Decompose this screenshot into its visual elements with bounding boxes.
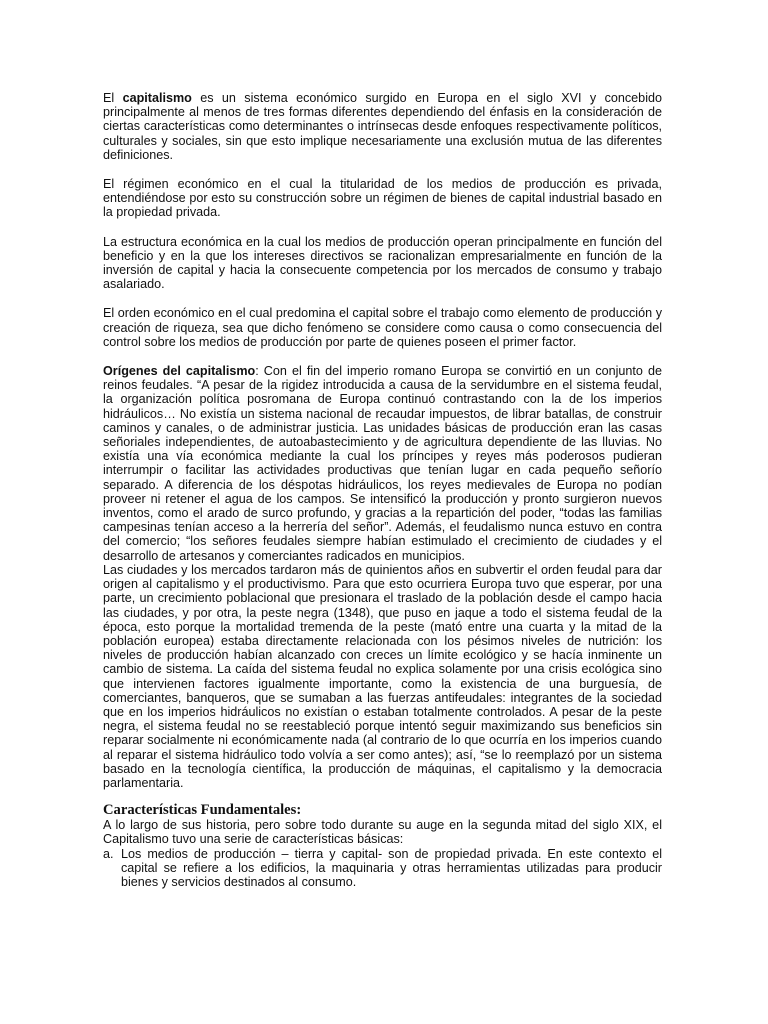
paragraph-text: : Con el fin del imperio romano Europa se convirtió en un conjunto de reinos feudales. “A pesar de la rigidez introducida a causa de la servidumbre en el sistema feudal, la organización política posromana de Europa continuó contrastando con la de los imperios hidráulicos… No existía un sistema nacional de recaudar impuestos, de librar batallas, de construir caminos y canales, o de administrar justicia. Las unidades básicas de producción eran las casas señoriales independientes, de autoabastecimiento y de agricultura dependiente de las lluvias. No existía una vía económica mediante la cual los príncipes y reyes más poderosos pudieran interrumpir o facilitar las actividades productivas que tenían lugar en cada pequeño señorío separado. A diferencia de los déspotas hidráulicos, los reyes medievales de Europa no podían proveer ni retener el agua de los campos. Se intensificó la producción y pronto surgieron nuevos inventos, como el arado de surco profundo, y gracias a la repartición del poder, “todas las familias campesinas tenían acceso a la herrería del señor”. Además, el feudalismo nunca estuvo en contra del comercio; “los señores feudales siempre habían estimulado el crecimiento de ciudades y el desarrollo de artesanos y comerciantes radicados en municipios. [103,364,663,563]
list-item [103,847,662,890]
characteristics-list [103,847,662,890]
paragraph-estructura: La estructura económica en la cual los medios de producción operan principalmente en función del beneficio y en la que los intereses directivos se racionalizan empresarialmente en función de la inversión de capital y hacia la consecuente competencia por los mercados de consumo y trabajo asalariado. [103,234,662,292]
list-item-text: Los medios de producción – tierra y capital- son de propiedad privada. En este contexto el capital se refiere a los edificios, la maquinaria y otras herramientas utilizadas para producir bienes y servicios destinados al consumo. [121,846,662,889]
paragraph-intro: A lo largo de sus historia, pero sobre todo durante su auge en la segunda mitad del siglo XIX, el Capitalismo tuvo una serie de características básicas: [103,818,662,847]
paragraph-definition [103,91,662,162]
paragraph-lead: El [103,91,123,105]
paragraph-text: es un sistema económico surgido en Europa en el siglo XVI y concebido principalmente al menos de tres formas diferentes dependiendo del énfasis en la consideración de ciertas características como determinantes o intrínsecas desde enfoques respectivamente políticos, culturales y sociales, sin que esto implique necesariamente una exclusión mutua de las diferentes definiciones. [103,91,662,162]
list-marker: a. [103,846,114,861]
document-page [103,91,662,889]
paragraph-regimen: El régimen económico en el cual la titularidad de los medios de producción es privada, entendiéndose por esto su construcción sobre un régimen de bienes de capital industrial basado en la propiedad privada. [103,177,662,220]
section-label-origenes: Orígenes del capitalismo [103,364,256,379]
term-capitalismo: capitalismo [122,91,192,105]
paragraph-origenes [103,364,662,563]
paragraph-orden: El orden económico en el cual predomina el capital sobre el trabajo como elemento de producción y creación de riqueza, sea que dicho fenómeno se considere como causa o como consecuencia del control sobre los medios de producción por parte de quienes poseen el primer factor. [103,306,662,349]
section-heading: Características Fundamentales: [103,802,302,819]
paragraph-ciudades: Las ciudades y los mercados tardaron más de quinientos años en subvertir el orden feudal para dar origen al capitalismo y el productivismo. Para que esto ocurriera Europa tuvo que esperar, por una parte, un crecimiento poblacional que presionara el traslado de la población desde el campo hacia las ciudades, y por otra, la peste negra (1348), que puso en jaque a todo el sistema feudal de la época, esto porque la mortalidad tremenda de la peste (mató entre una cuarta y la mitad de la población europea) estaba directamente relacionada con los pésimos niveles de nutrición: los niveles de producción habían alcanzado con creces un límite ecológico y se hacía inminente un cambio de sistema. La caída del sistema feudal no explica solamente por una crisis ecológica sino que intervienen factores igualmente importante, como la existencia de una burguesía, de comerciantes, banqueros, que se sumaban a las fuerzas antifeudales: integrantes de la sociedad que en los imperios hidráulicos no existían o estaban totalmente controlados. A pesar de la peste negra, el sistema feudal no se reestableció porque intentó seguir maximizando sus beneficios sin reparar socialmente ni económicamente nada (al contrario de lo que ocurría en los imperios cuando al reparar el sistema hidráulico todo volvía a ser como antes); así, “se lo reemplazó por un sistema basado en la tecnología científica, la producción de máquinas, el capitalismo y la democracia parlamentaria. [103,562,662,790]
